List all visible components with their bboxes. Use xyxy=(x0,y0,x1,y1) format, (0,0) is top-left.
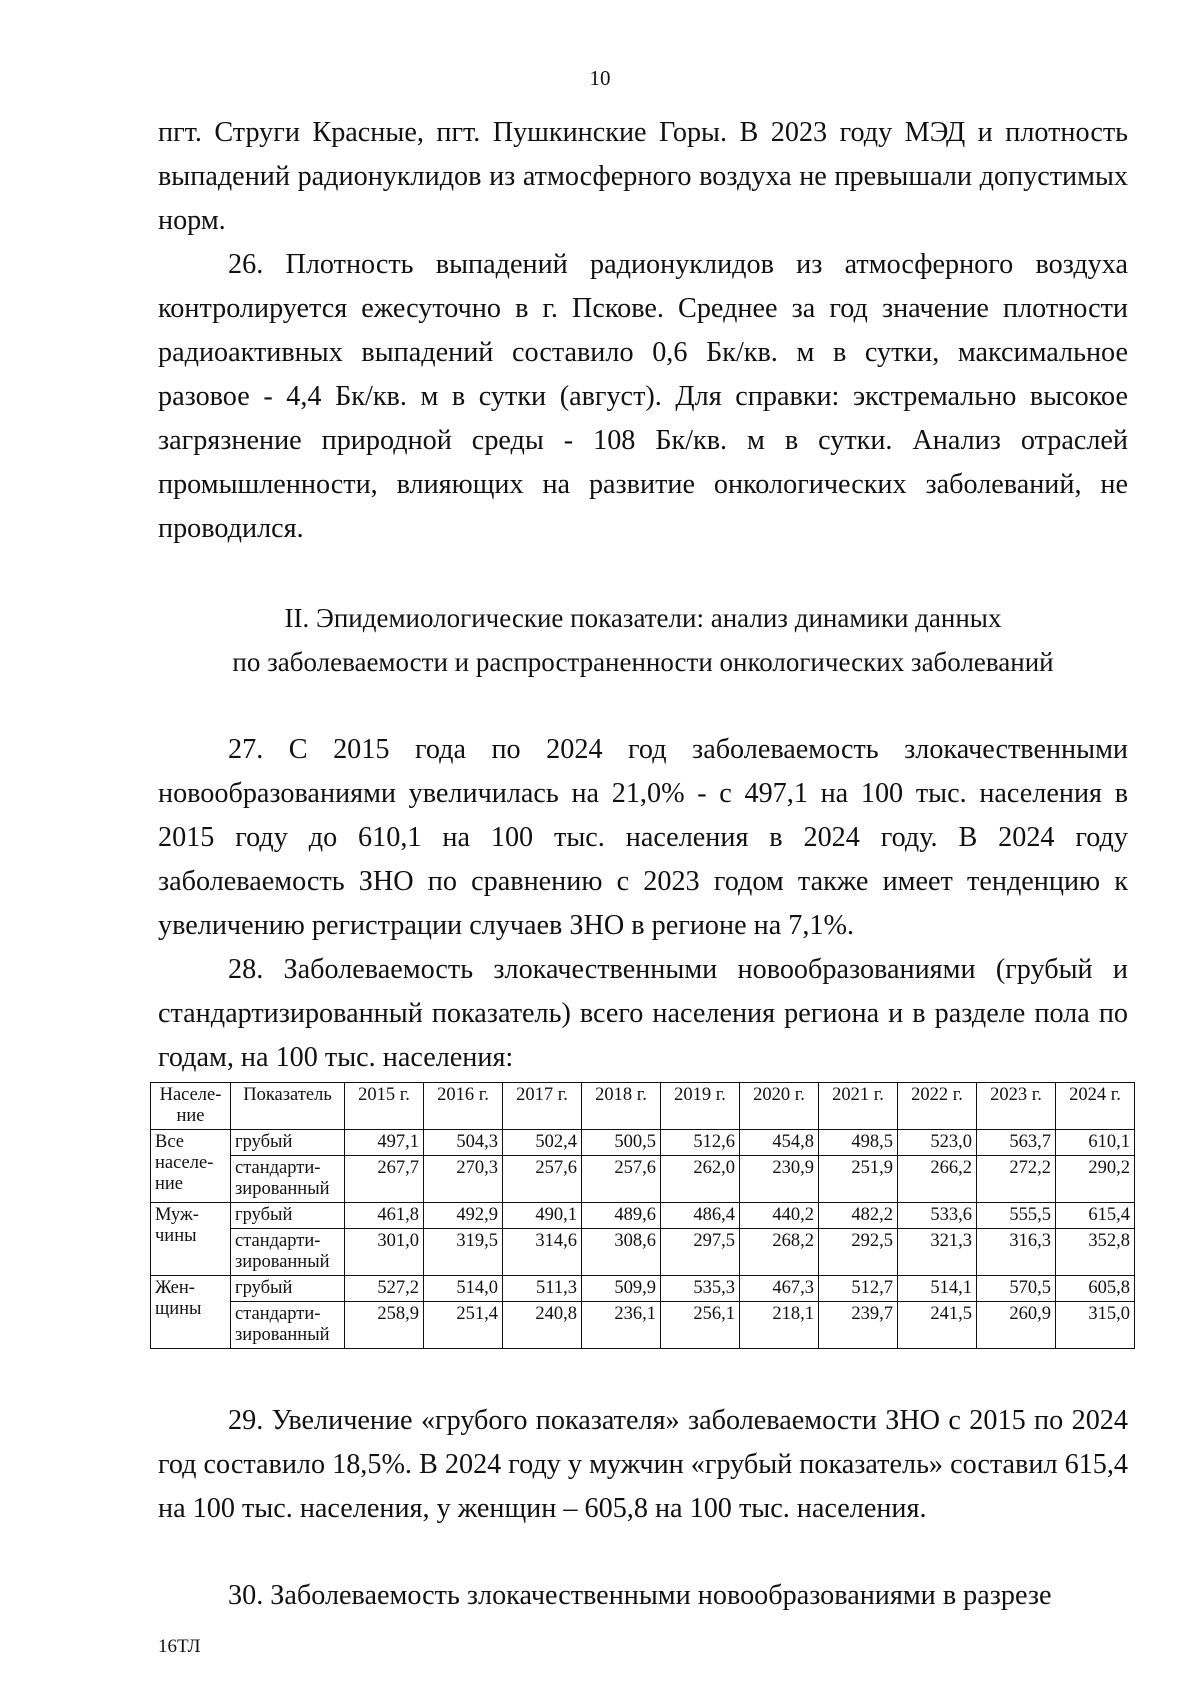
header-metric: Показатель xyxy=(231,1083,345,1130)
metric-label: грубый xyxy=(231,1130,345,1156)
table-cell: 489,6 xyxy=(582,1203,661,1229)
table-cell: 268,2 xyxy=(740,1229,819,1276)
table-cell: 292,5 xyxy=(819,1229,898,1276)
metric-label: стандарти-зированный xyxy=(231,1229,345,1276)
table-cell: 461,8 xyxy=(345,1203,424,1229)
header-year: 2021 г. xyxy=(819,1083,898,1130)
table-cell: 239,7 xyxy=(819,1302,898,1349)
table-cell: 241,5 xyxy=(898,1302,977,1349)
metric-label: грубый xyxy=(231,1276,345,1302)
table-cell: 512,6 xyxy=(661,1130,740,1156)
paragraph-28: 28. Заболеваемость злокачественными новообразованиями (грубый и стандартизированный показатель) всего населения региона и в разделе пола по годам, на 100 тыс. населения: xyxy=(158,954,1128,1073)
table-cell: 454,8 xyxy=(740,1130,819,1156)
table-row xyxy=(151,1229,1135,1276)
table-cell: 497,1 xyxy=(345,1130,424,1156)
table-cell: 482,2 xyxy=(819,1203,898,1229)
table-cell: 315,0 xyxy=(1056,1302,1135,1349)
table-cell: 257,6 xyxy=(503,1156,582,1203)
table-cell: 257,6 xyxy=(582,1156,661,1203)
table-cell: 260,9 xyxy=(977,1302,1056,1349)
table-row xyxy=(151,1130,1135,1156)
table-cell: 251,9 xyxy=(819,1156,898,1203)
table-body xyxy=(151,1130,1135,1349)
table-cell: 511,3 xyxy=(503,1276,582,1302)
header-year: 2016 г. xyxy=(424,1083,503,1130)
table-cell: 498,5 xyxy=(819,1130,898,1156)
table-row xyxy=(151,1276,1135,1302)
population-group-label: Все населе-ние xyxy=(151,1130,231,1203)
footer-code: 16ТЛ xyxy=(158,1636,201,1657)
table-cell: 467,3 xyxy=(740,1276,819,1302)
table-cell: 504,3 xyxy=(424,1130,503,1156)
table-row xyxy=(151,1302,1135,1349)
paragraph-27: 27. С 2015 года по 2024 год заболеваемость злокачественными новообразованиями увеличилась на 21,0% - с 497,1 на 100 тыс. населения в 2015 году до 610,1 на 100 тыс. населения в 2024 году. В 2024 году заболеваемость ЗНО по сравнению с 2023 годом также имеет тенденцию к увеличению регистрации случаев ЗНО в регионе на 7,1%. xyxy=(158,734,1128,941)
table-cell: 555,5 xyxy=(977,1203,1056,1229)
header-year: 2019 г. xyxy=(661,1083,740,1130)
header-year: 2022 г. xyxy=(898,1083,977,1130)
table-cell: 512,7 xyxy=(819,1276,898,1302)
table-cell: 527,2 xyxy=(345,1276,424,1302)
header-year: 2023 г. xyxy=(977,1083,1056,1130)
table-cell: 308,6 xyxy=(582,1229,661,1276)
paragraph-30: 30. Заболеваемость злокачественными новообразованиями в разрезе xyxy=(228,1580,1052,1611)
table-cell: 570,5 xyxy=(977,1276,1056,1302)
table-cell: 486,4 xyxy=(661,1203,740,1229)
metric-label: грубый xyxy=(231,1203,345,1229)
table-cell: 267,7 xyxy=(345,1156,424,1203)
table-header-row xyxy=(151,1083,1135,1130)
table-cell: 297,5 xyxy=(661,1229,740,1276)
table-cell: 316,3 xyxy=(977,1229,1056,1276)
table-cell: 615,4 xyxy=(1056,1203,1135,1229)
section-heading-line-1: II. Эпидемиологические показатели: анализ динамики данных xyxy=(284,603,1002,633)
table-cell: 514,0 xyxy=(424,1276,503,1302)
table-cell: 272,2 xyxy=(977,1156,1056,1203)
table-cell: 290,2 xyxy=(1056,1156,1135,1203)
table-cell: 610,1 xyxy=(1056,1130,1135,1156)
table-cell: 440,2 xyxy=(740,1203,819,1229)
table-row xyxy=(151,1203,1135,1229)
table-cell: 321,3 xyxy=(898,1229,977,1276)
paragraph-intro: пгт. Струги Красные, пгт. Пушкинские Горы. В 2023 году МЭД и плотность выпадений радионуклидов из атмосферного воздуха не превышали допустимых норм. xyxy=(158,117,1128,236)
table-cell: 314,6 xyxy=(503,1229,582,1276)
table-cell: 535,3 xyxy=(661,1276,740,1302)
table-cell: 319,5 xyxy=(424,1229,503,1276)
table-cell: 218,1 xyxy=(740,1302,819,1349)
paragraph-26: 26. Плотность выпадений радионуклидов из атмосферного воздуха контролируется ежесуточно в г. Пскове. Среднее за год значение плотности радиоактивных выпадений составило 0,6 Бк/кв. м в сутки, максимальное разовое - 4,4 Бк/кв. м в сутки (август). Для справки: экстремально высокое загрязнение природной среды - 108 Бк/кв. м в сутки. Анализ отраслей промышленности, влияющих на развитие онкологических заболеваний, не проводился. xyxy=(158,249,1128,544)
table-cell: 266,2 xyxy=(898,1156,977,1203)
table-cell: 605,8 xyxy=(1056,1276,1135,1302)
section-heading xyxy=(158,596,1128,684)
table-cell: 490,1 xyxy=(503,1203,582,1229)
table-cell: 256,1 xyxy=(661,1302,740,1349)
table-cell: 509,9 xyxy=(582,1276,661,1302)
population-group-label: Муж-чины xyxy=(151,1203,231,1276)
table-row xyxy=(151,1156,1135,1203)
population-group-label: Жен-щины xyxy=(151,1276,231,1349)
table-cell: 236,1 xyxy=(582,1302,661,1349)
table-cell: 500,5 xyxy=(582,1130,661,1156)
paragraph-29: 29. Увеличение «грубого показателя» заболеваемости ЗНО с 2015 по 2024 год составило 18,5%. В 2024 году у мужчин «грубый показатель» составил 615,4 на 100 тыс. населения, у женщин – 605,8 на 100 тыс. населения. xyxy=(158,1405,1128,1524)
table-cell: 251,4 xyxy=(424,1302,503,1349)
table-cell: 240,8 xyxy=(503,1302,582,1349)
metric-label: стандарти-зированный xyxy=(231,1156,345,1203)
table-cell: 230,9 xyxy=(740,1156,819,1203)
table-cell: 270,3 xyxy=(424,1156,503,1203)
table-cell: 258,9 xyxy=(345,1302,424,1349)
header-year: 2024 г. xyxy=(1056,1083,1135,1130)
section-heading-line-2: по заболеваемости и распространенности онкологических заболеваний xyxy=(232,647,1054,677)
table-cell: 492,9 xyxy=(424,1203,503,1229)
header-year: 2018 г. xyxy=(582,1083,661,1130)
table-cell: 563,7 xyxy=(977,1130,1056,1156)
table-cell: 523,0 xyxy=(898,1130,977,1156)
table-cell: 533,6 xyxy=(898,1203,977,1229)
table-cell: 262,0 xyxy=(661,1156,740,1203)
header-year: 2015 г. xyxy=(345,1083,424,1130)
incidence-table xyxy=(150,1082,1135,1349)
header-year: 2017 г. xyxy=(503,1083,582,1130)
table-cell: 502,4 xyxy=(503,1130,582,1156)
page-number: 10 xyxy=(589,66,611,90)
header-year: 2020 г. xyxy=(740,1083,819,1130)
table-cell: 301,0 xyxy=(345,1229,424,1276)
header-population: Населе-ние xyxy=(151,1083,231,1130)
metric-label: стандарти-зированный xyxy=(231,1302,345,1349)
table-cell: 352,8 xyxy=(1056,1229,1135,1276)
table-cell: 514,1 xyxy=(898,1276,977,1302)
